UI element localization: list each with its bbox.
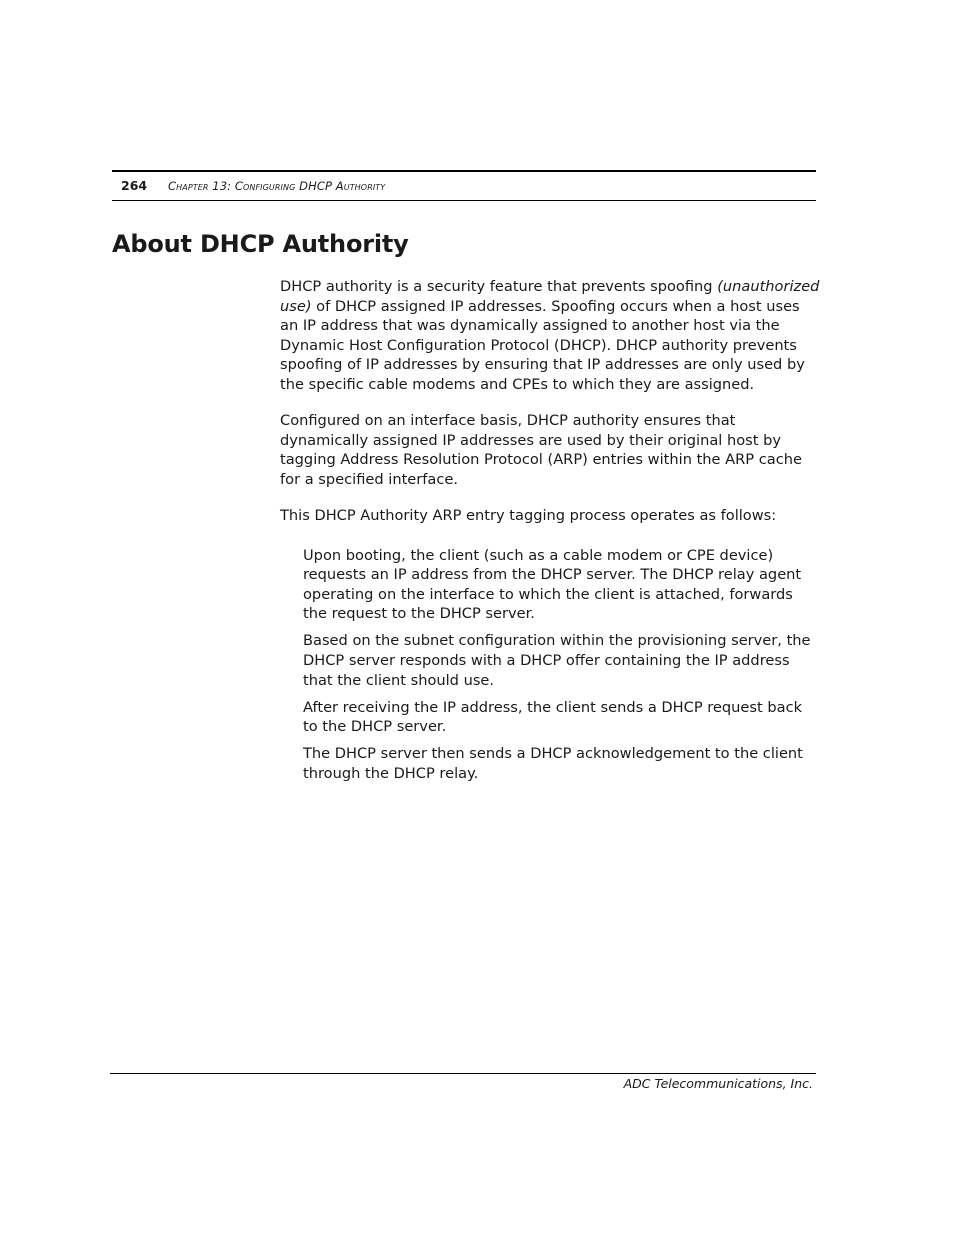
process-steps	[280, 546, 820, 784]
paragraph-interface: Configured on an interface basis, DHCP authority ensures that dynamically assigned IP addresses are used by their original host by tagging Address Resolution Protocol (ARP) entries within the ARP cache for a specified interface.	[280, 412, 802, 488]
footer-company: ADC Telecommunications, Inc.	[623, 1076, 813, 1091]
header-bottom-rule	[112, 200, 816, 201]
paragraph-process-intro: This DHCP Authority ARP entry tagging process operates as follows:	[280, 506, 777, 524]
header-top-rule	[112, 170, 816, 172]
paragraph-intro-end: of DHCP assigned IP addresses. Spoofing occurs when a host uses an IP address that was dynamically assigned to another host via the Dynamic Host Configuration Protocol (DHCP). DHCP authority prevents spoofing of IP addresses by ensuring that IP addresses are only used by the specific cable modems and CPEs to which they are assigned.	[280, 297, 805, 393]
body-text	[280, 277, 820, 791]
running-head: Chapter 13: Configuring DHCP Authority	[168, 179, 386, 193]
section-title: About DHCP Authority	[112, 230, 409, 258]
list-item: Based on the subnet configuration within the provisioning server, the DHCP server responds with a DHCP offer containing the IP address that the client should use.	[303, 632, 811, 689]
footer-rule	[110, 1073, 816, 1074]
list-item: After receiving the IP address, the client sends a DHCP request back to the DHCP server.	[303, 698, 803, 736]
page-number: 264	[121, 178, 148, 193]
paragraph-intro-start: DHCP authority is a security feature that prevents spoofing	[280, 278, 718, 295]
list-item: The DHCP server then sends a DHCP acknowledgement to the client through the DHCP relay.	[303, 745, 803, 782]
paragraph-intro	[280, 277, 820, 395]
list-item: Upon booting, the client (such as a cable modem or CPE device) requests an IP address from the DHCP server. The DHCP relay agent operating on the interface to which the client is attached, forwards the request to the DHCP server.	[303, 546, 802, 623]
paragraph-intro-italic: (unauthorized use)	[280, 278, 820, 315]
